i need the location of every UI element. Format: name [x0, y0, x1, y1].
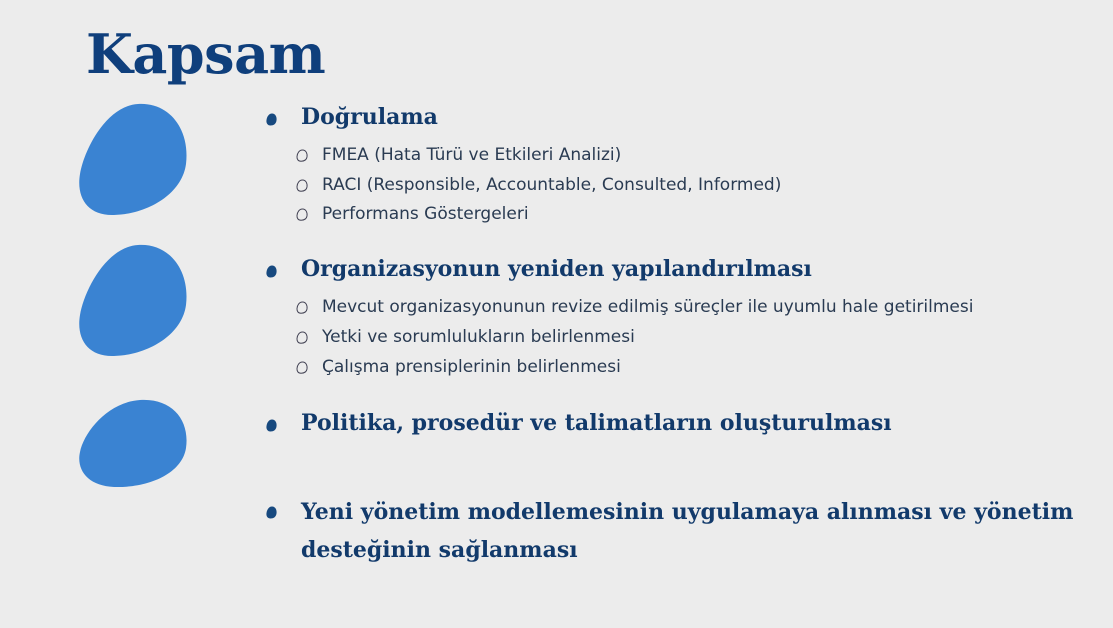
list-item [296, 295, 973, 319]
bullet-icon [266, 506, 277, 519]
list-item-text: Performans Göstergeleri [322, 204, 529, 224]
sub-bullet-icon [296, 179, 308, 192]
list-item-text: FMEA (Hata Türü ve Etkileri Analizi) [322, 145, 622, 165]
sub-bullet-icon [296, 149, 308, 162]
decorative-blob-3 [78, 398, 190, 488]
bullet-icon [266, 113, 277, 126]
list-item-text: Çalışma prensiplerinin belirlenmesi [322, 357, 621, 377]
list-item [296, 325, 635, 349]
list-item [296, 202, 529, 226]
decorative-blob-1 [78, 102, 190, 217]
list-item-text: RACI (Responsible, Accountable, Consulted, Informed) [322, 175, 782, 195]
decorative-blob-2 [78, 243, 190, 358]
sub-bullet-icon [296, 208, 308, 221]
list-item-text: Yetki ve sorumlulukların belirlenmesi [322, 327, 635, 347]
bullet-icon [266, 265, 277, 278]
sub-bullet-icon [296, 331, 308, 344]
section-heading: Organizasyonun yeniden yapılandırılması [301, 256, 812, 282]
section-heading: Doğrulama [301, 104, 438, 130]
section-heading: Politika, prosedür ve talimatların oluşturulması [301, 410, 892, 436]
section-heading: Yeni yönetim modellemesinin uygulamaya alınması ve yönetim desteğinin sağlanması [301, 499, 1074, 563]
list-item-text: Mevcut organizasyonunun revize edilmiş süreçler ile uyumlu hale getirilmesi [322, 297, 974, 317]
list-item [296, 143, 621, 167]
list-item [296, 355, 621, 379]
bullet-icon [266, 419, 277, 432]
slide-title: Kapsam [86, 22, 326, 86]
sub-bullet-icon [296, 361, 308, 374]
sub-bullet-icon [296, 301, 308, 314]
list-item [296, 173, 781, 197]
